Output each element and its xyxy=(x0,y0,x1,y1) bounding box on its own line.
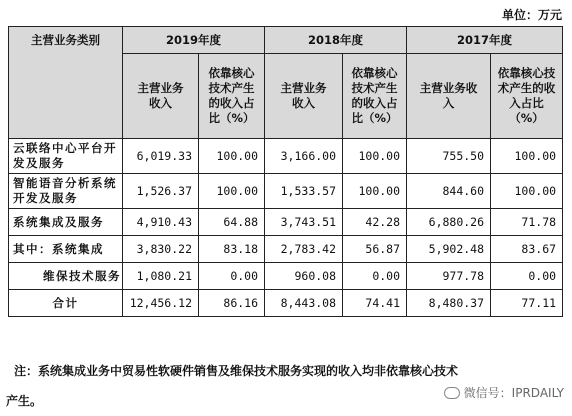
note-line-1: 注：系统集成业务中贸易性软硬件销售及维保技术服务实现的收入均非依靠核心技术 xyxy=(14,364,459,378)
cell-value: 56.87 xyxy=(343,236,407,263)
year-header-2019: 2019年度 xyxy=(123,27,265,54)
cell-value: 2,783.42 xyxy=(265,236,343,263)
header-row-years xyxy=(9,27,563,54)
cell-value: 12,456.12 xyxy=(123,290,199,317)
table-row xyxy=(9,263,563,290)
cell-value: 5,902.48 xyxy=(407,236,491,263)
cell-value: 71.78 xyxy=(491,209,563,236)
table-row xyxy=(9,236,563,263)
cell-value: 100.00 xyxy=(491,174,563,209)
cell-value: 64.88 xyxy=(199,209,265,236)
row-category: 其中：系统集成 xyxy=(9,236,123,263)
table-row xyxy=(9,209,563,236)
cell-value: 3,830.22 xyxy=(123,236,199,263)
cell-value: 4,910.43 xyxy=(123,209,199,236)
cell-value: 100.00 xyxy=(199,139,265,174)
cell-value: 8,480.37 xyxy=(407,290,491,317)
row-category: 智能语音分析系统开发及服务 xyxy=(9,174,123,209)
row-category: 合计 xyxy=(9,290,123,317)
cell-value: 100.00 xyxy=(199,174,265,209)
cell-value: 977.78 xyxy=(407,263,491,290)
ratio-header: 依靠核心技术产生的收入占比（%） xyxy=(199,54,265,139)
total-row xyxy=(9,290,563,317)
year-header-2017: 2017年度 xyxy=(407,27,563,54)
cell-value: 0.00 xyxy=(343,263,407,290)
cell-value: 844.60 xyxy=(407,174,491,209)
cell-value: 0.00 xyxy=(199,263,265,290)
cell-value: 6,880.26 xyxy=(407,209,491,236)
corner-header: 主营业务类别 xyxy=(9,27,123,139)
cell-value: 3,743.51 xyxy=(265,209,343,236)
revenue-table xyxy=(8,26,563,317)
cell-value: 1,533.57 xyxy=(265,174,343,209)
cell-value: 42.28 xyxy=(343,209,407,236)
cell-value: 8,443.08 xyxy=(265,290,343,317)
table-row xyxy=(9,174,563,209)
table-row xyxy=(9,139,563,174)
cell-value: 0.00 xyxy=(491,263,563,290)
row-category: 维保技术服务 xyxy=(9,263,123,290)
year-header-2018: 2018年度 xyxy=(265,27,407,54)
cell-value: 86.16 xyxy=(199,290,265,317)
cell-value: 74.41 xyxy=(343,290,407,317)
wechat-icon xyxy=(444,387,460,399)
revenue-header: 主营业务收入 xyxy=(407,54,491,139)
cell-value: 77.11 xyxy=(491,290,563,317)
cell-value: 960.08 xyxy=(265,263,343,290)
cell-value: 83.67 xyxy=(491,236,563,263)
cell-value: 100.00 xyxy=(343,139,407,174)
note-line-2: 产生。 xyxy=(6,394,43,408)
cell-value: 1,526.37 xyxy=(123,174,199,209)
watermark-text: 微信号：IPRDAILY xyxy=(463,386,564,400)
row-category: 云联络中心平台开发及服务 xyxy=(9,139,123,174)
cell-value: 1,080.21 xyxy=(123,263,199,290)
unit-label: 单位：万元 xyxy=(501,8,562,22)
cell-value: 100.00 xyxy=(491,139,563,174)
cell-value: 83.18 xyxy=(199,236,265,263)
row-category: 系统集成及服务 xyxy=(9,209,123,236)
cell-value: 3,166.00 xyxy=(265,139,343,174)
revenue-header: 主营业务收入 xyxy=(265,54,343,139)
cell-value: 6,019.33 xyxy=(123,139,199,174)
watermark xyxy=(444,384,564,401)
ratio-header: 依靠核心技术产生的收入占比（%） xyxy=(491,54,563,139)
revenue-header: 主营业务收入 xyxy=(123,54,199,139)
cell-value: 100.00 xyxy=(343,174,407,209)
cell-value: 755.50 xyxy=(407,139,491,174)
ratio-header: 依靠核心技术产生的收入占比（%） xyxy=(343,54,407,139)
